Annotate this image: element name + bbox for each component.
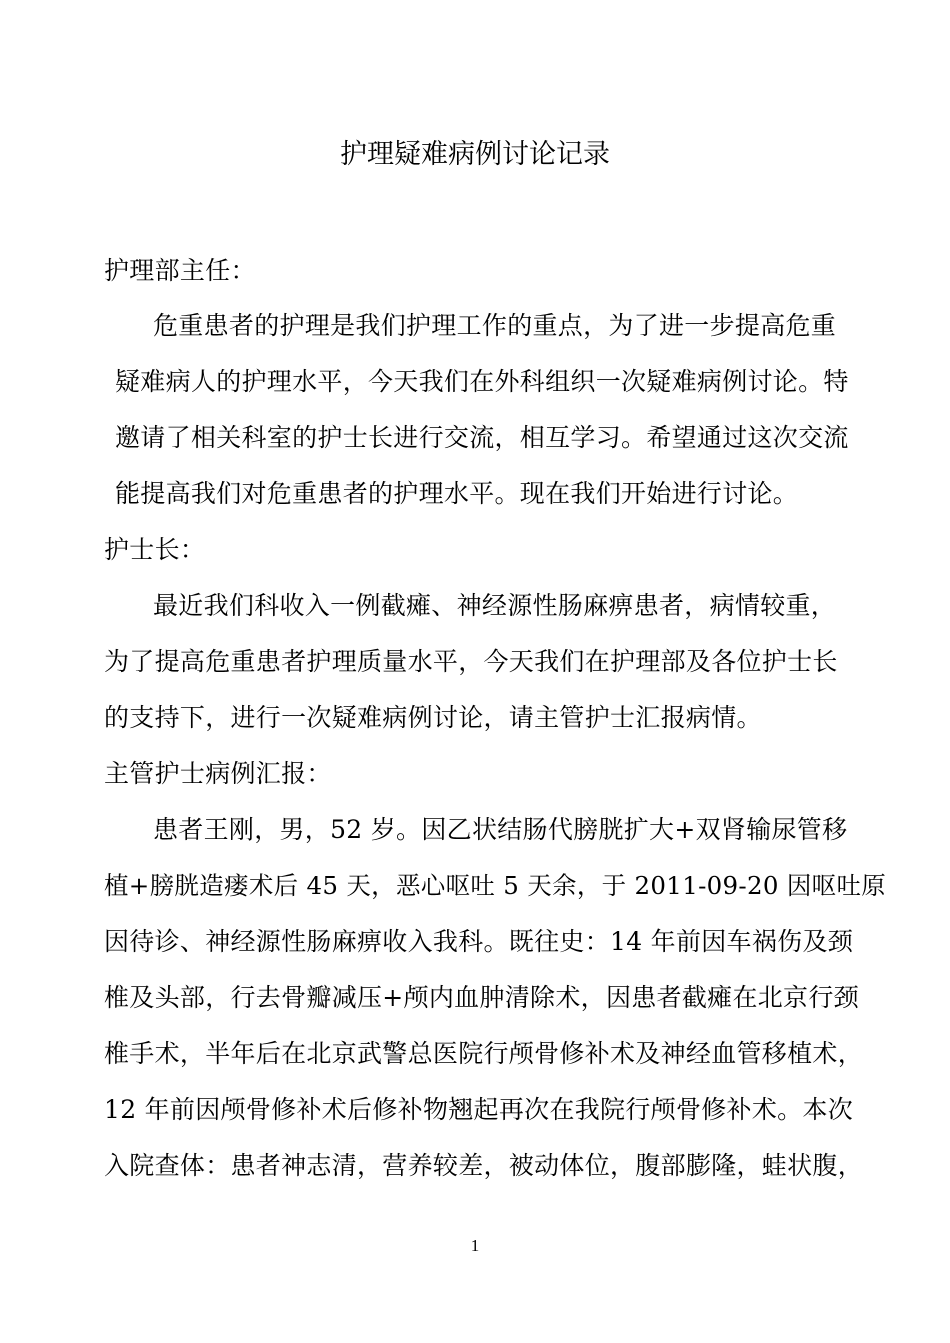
- paragraph-line: 椎手术，半年后在北京武警总医院行颅骨修补术及神经血管移植术，: [104, 1039, 864, 1068]
- paragraph-line: 椎及头部，行去骨瓣减压+颅内血肿清除术，因患者截瘫在北京行颈: [104, 983, 859, 1012]
- speaker-label-charge-nurse: 主管护士病例汇报：: [104, 759, 332, 788]
- paragraph-line: 危重患者的护理是我们护理工作的重点，为了进一步提高危重: [153, 311, 837, 340]
- paragraph-line: 入院查体：患者神志清，营养较差，被动体位，腹部膨隆，蛙状腹，: [104, 1151, 864, 1180]
- paragraph-line: 最近我们科收入一例截瘫、神经源性肠麻痹患者，病情较重，: [153, 591, 837, 620]
- speaker-label-director: 护理部主任：: [104, 256, 256, 285]
- page-number: 1: [470, 1236, 480, 1255]
- paragraph-line: 12 年前因颅骨修补术后修补物翘起再次在我院行颅骨修补术。本次: [104, 1095, 854, 1124]
- paragraph-line: 为了提高危重患者护理质量水平，今天我们在护理部及各位护士长: [104, 647, 838, 676]
- paragraph-line: 邀请了相关科室的护士长进行交流，相互学习。希望通过这次交流: [115, 423, 849, 452]
- paragraph-line: 植+膀胱造瘘术后 45 天，恶心呕吐 5 天余，于 2011-09-20 因呕吐原: [104, 871, 887, 900]
- paragraph-line: 疑难病人的护理水平，今天我们在外科组织一次疑难病例讨论。特: [115, 367, 849, 396]
- paragraph-line: 患者王刚，男，52 岁。因乙状结肠代膀胱扩大+双肾输尿管移: [153, 815, 848, 844]
- speaker-label-head-nurse: 护士长：: [104, 535, 206, 564]
- paragraph-line: 的支持下，进行一次疑难病例讨论，请主管护士汇报病情。: [104, 703, 762, 732]
- document-title: 护理疑难病例讨论记录: [340, 139, 610, 170]
- paragraph-line: 因待诊、神经源性肠麻痹收入我科。既往史：14 年前因车祸伤及颈: [104, 927, 854, 956]
- paragraph-line: 能提高我们对危重患者的护理水平。现在我们开始进行讨论。: [115, 479, 799, 508]
